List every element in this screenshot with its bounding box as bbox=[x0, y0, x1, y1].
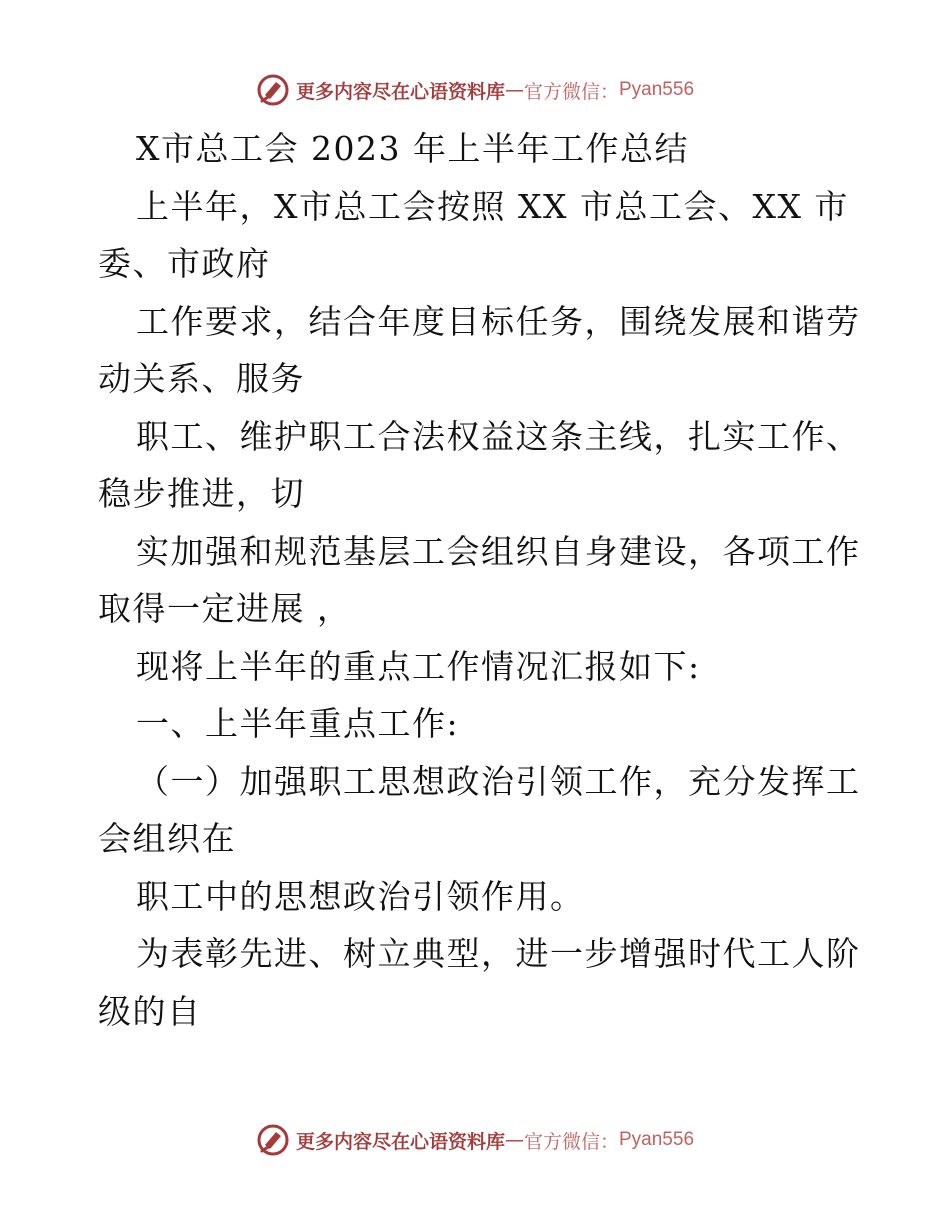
document-line: X市总工会 2023 年上半年工作总结 bbox=[136, 129, 689, 168]
header-watermark bbox=[0, 70, 950, 110]
document-line: 上半年，X市总工会按照 XX 市总工会、XX 市 bbox=[136, 186, 849, 226]
document-line: 职工、维护职工合法权益这条主线，扎实工作、 bbox=[136, 416, 861, 456]
document-line: 现将上半年的重点工作情况汇报如下: bbox=[136, 646, 701, 686]
watermark-sub-text: 官方微信： bbox=[523, 80, 619, 103]
document-line: 为表彰先进、树立典型，进一步增强时代工人阶 bbox=[136, 934, 861, 973]
document-line: 一、上半年重点工作: bbox=[136, 704, 460, 743]
watermark-sub-text: 官方微信： bbox=[523, 1130, 619, 1153]
footer-watermark bbox=[0, 1120, 950, 1160]
document-line: 取得一定进展 ， bbox=[98, 589, 352, 628]
watermark-handle: Pyan556 bbox=[619, 1129, 695, 1150]
document-body bbox=[98, 120, 861, 1040]
watermark-main-text: 更多内容尽在心语资料库 bbox=[295, 1130, 505, 1153]
document-line: 实加强和规范基层工会组织自身建设，各项工作 bbox=[136, 531, 861, 571]
document-line: 职工中的思想政治引领作用。 bbox=[136, 876, 585, 916]
document-line: 会组织在 bbox=[98, 819, 236, 858]
document-line: （一）加强职工思想政治引领工作，充分发挥工 bbox=[136, 761, 861, 801]
logo-icon bbox=[256, 1123, 290, 1157]
logo-icon bbox=[256, 73, 290, 107]
document-line: 级的自 bbox=[98, 991, 202, 1031]
watermark-separator: — bbox=[504, 79, 524, 101]
watermark-handle: Pyan556 bbox=[619, 79, 695, 100]
document-line: 动关系、服务 bbox=[98, 359, 305, 398]
document-line: 委、市政府 bbox=[98, 244, 271, 283]
document-line: 稳步推进，切 bbox=[98, 474, 305, 513]
watermark-separator: — bbox=[504, 1129, 524, 1151]
watermark-main-text: 更多内容尽在心语资料库 bbox=[295, 80, 505, 103]
document-line: 工作要求，结合年度目标任务，围绕发展和谐劳 bbox=[136, 301, 861, 341]
